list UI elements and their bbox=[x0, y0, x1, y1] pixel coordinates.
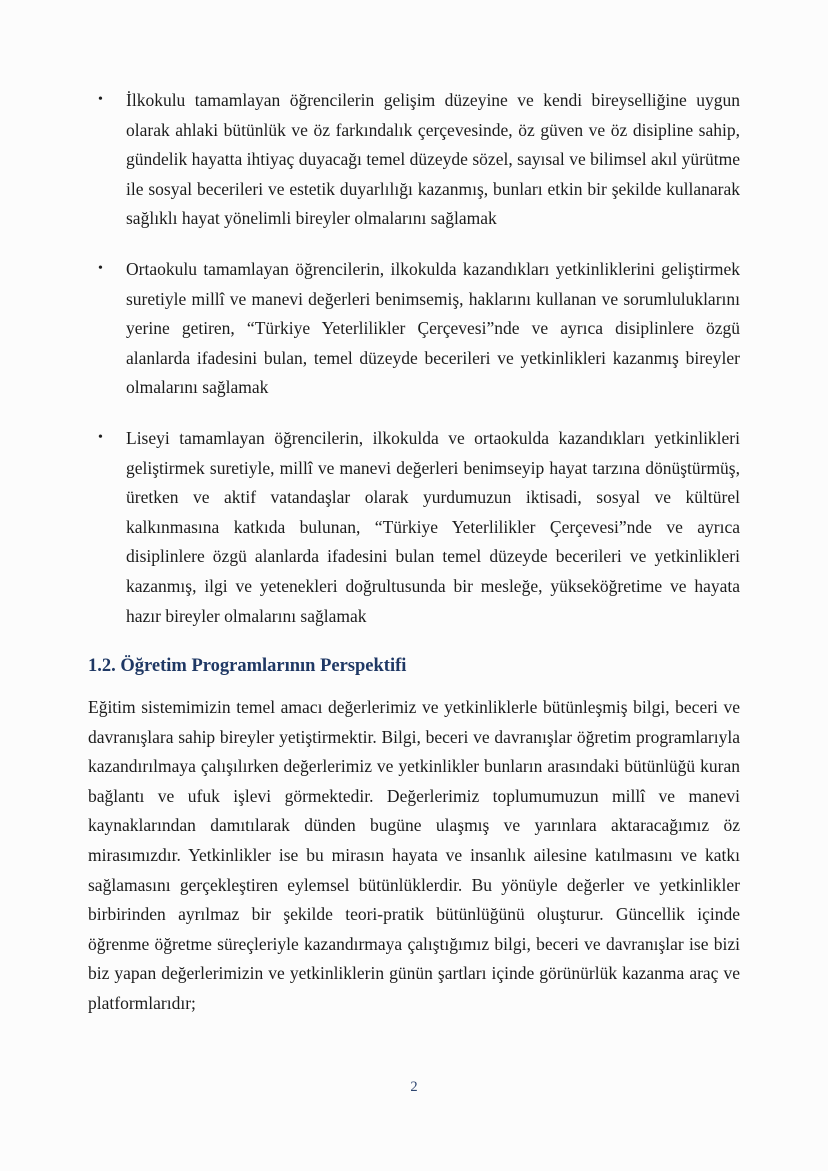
objectives-list bbox=[88, 86, 740, 631]
bullet-icon: • bbox=[98, 429, 103, 445]
objective-text-lise: Liseyi tamamlayan öğrencilerin, ilkokulda ve ortaokulda kazandıkları yetkinlikleri geliştirmek suretiyle, millî ve manevi değerleri benimseyip hayat tarzına dönüştürmüş, üretken ve aktif vatandaşlar olarak yurdumuzun iktisadi, sosyal ve kültürel kalkınmasına katkıda bulunan, “Türkiye Yeterlilikler Çerçevesi”nde ve ayrıca disiplinlere özgü alanlarda ifadesini bulan temel düzeyde becerileri ve yetkinlikleri kazanmış, ilgi ve yetenekleri doğrultusunda bir mesleğe, yükseköğretime ve hayata hazır bireyler olmalarını sağlamak bbox=[126, 427, 740, 626]
objective-text-ortaokul: Ortaokulu tamamlayan öğrencilerin, ilkokulda kazandıkları yetkinliklerini geliştirmek suretiyle millî ve manevi değerleri benimsemiş, haklarını kullanan ve sorumluluklarını yerine getiren, “Türkiye Yeterlilikler Çerçevesi”nde ve ayrıca disiplinlere özgü alanlarda ifadesini bulan, temel düzeyde becerileri ve yetkinlikleri kazanmış bireyler olmalarını sağlamak bbox=[126, 258, 740, 398]
bullet-icon: • bbox=[98, 260, 103, 276]
list-item bbox=[88, 86, 740, 234]
bullet-icon: • bbox=[98, 92, 103, 107]
section-heading: 1.2. Öğretim Programlarının Perspektifi bbox=[88, 656, 407, 677]
list-item bbox=[88, 424, 740, 631]
page-content bbox=[88, 86, 740, 1019]
body-paragraph: Eğitim sistemimizin temel amacı değerlerimiz ve yetkinliklerle bütünleşmiş bilgi, beceri ve davranışlara sahip bireyler yetiştirmektir. Bilgi, beceri ve davranışlar öğretim programlarıyla kazandırılmaya çalışılırken değerlerimiz ve yetkinlikler bunların arasındaki bütünlüğü kuran bağlantı ve ufuk işlevi görmektedir. Değerlerimiz toplumumuzun millî ve manevi kaynaklarından damıtılarak dünden bugüne ulaşmış ve yarınlara aktaracağımız öz mirasımızdır. Yetkinlikler ise bu mirasın hayata ve insanlık ailesine katılmasını ve katkı sağlamasını gerçekleştiren eylemsel bütünlüklerdir. Bu yönüyle değerler ve yetkinlikler birbirinden ayrılmaz bir şekilde teori-pratik bütünlüğünü oluşturur. Güncellik içinde öğrenme öğretme süreçleriyle kazandırmaya çalıştığımız bilgi, beceri ve davranışlar ise bizi biz yapan değerlerimizin ve yetkinliklerin günün şartları içinde görünürlük kazanma araç ve platformlarıdır; bbox=[88, 697, 740, 1014]
objective-text-ilkokul: İlkokulu tamamlayan öğrencilerin gelişim düzeyine ve kendi bireyselliğine uygun olarak ahlaki bütünlük ve öz farkındalık çerçevesinde, öz güven ve öz disipline sahip, gündelik hayatta ihtiyaç duyacağı temel düzeyde sözel, sayısal ve bilimsel akıl yürütme ile sosyal becerileri ve estetik duyarlılığı kazanmış, bunları etkin bir şekilde kullanarak sağlıklı hayat yönelimli bireyler olmalarını sağlamak bbox=[126, 90, 740, 229]
page-number: 2 bbox=[410, 1079, 418, 1095]
list-item bbox=[88, 255, 740, 403]
